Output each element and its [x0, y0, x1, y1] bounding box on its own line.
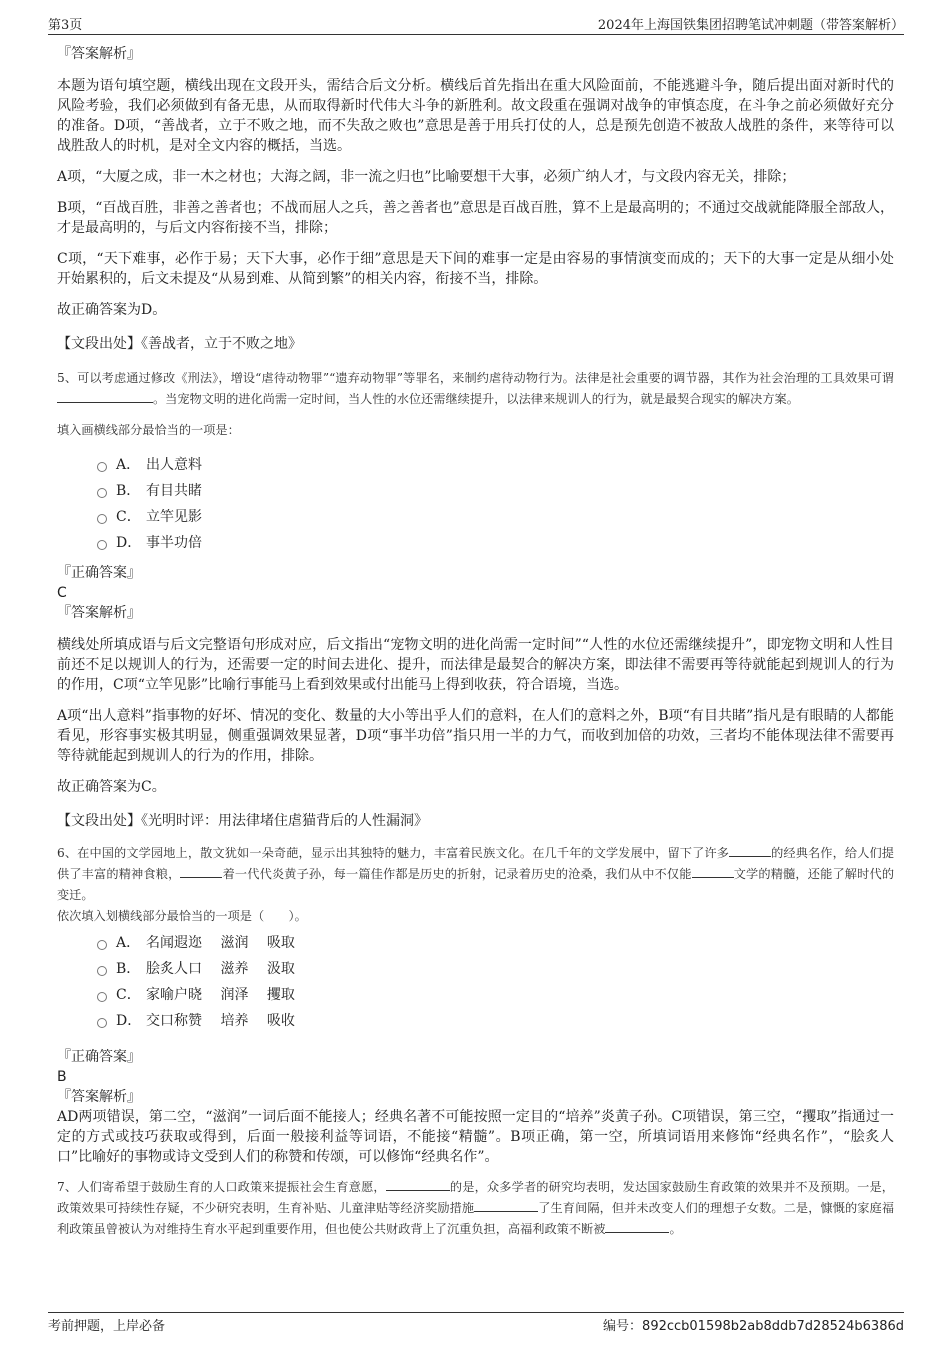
q6-options	[97, 929, 894, 1033]
q6-prompt: 依次填入划横线部分最恰当的一项是（ ）。	[57, 909, 307, 923]
answer-blank	[474, 1199, 538, 1212]
q5-correct-answer: C	[57, 585, 67, 601]
page-header	[48, 12, 904, 35]
radio-icon[interactable]	[97, 940, 107, 950]
q5-analysis-para-2: A项“出人意料”指事物的好坏、情况的变化、数量的大小等出乎人们的意料，在人们的意料之外，B项“有目共睹”指凡是有眼睛的人都能看见，形容事实极其明显，侧重强调效果显著，D项“事半功倍”指只用一半的力气，而收到加倍的功效，三者均不能体现法律不需要再等待就能起到规训人的行为的作用，排除。	[57, 708, 894, 764]
q6-analysis-label: 『答案解析』	[57, 1089, 141, 1105]
page-number: 第3页	[48, 18, 83, 33]
option-text: 立竿见影	[146, 509, 202, 525]
radio-icon[interactable]	[97, 1018, 107, 1028]
q6-stem-part-2: 的经典名作，给人们提供了丰富的精神食粮，	[57, 846, 894, 881]
radio-icon[interactable]	[97, 514, 107, 524]
q7-stem	[57, 1177, 894, 1240]
answer-blank	[386, 1178, 450, 1191]
q5-options	[97, 451, 894, 555]
q4-analysis-para-1: 本题为语句填空题，横线出现在文段开头，需结合后文分析。横线后首先指出在重大风险面前，不能逃避斗争，随后提出面对新时代的风险考验，我们必须做到有备无患，从而取得新时代伟大斗争的新胜利。故文段重在强调对战争的审慎态度，在斗争之前必须做好充分的准备。D项，“善战者，立于不败之地，而不失敌之败也”意思是善于用兵打仗的人，总是预先创造不被敌人战胜的条件，来等待可以战胜敌人的时机，是对全文内容的概括，当选。	[57, 78, 894, 154]
q5-analysis-para-1: 横线处所填成语与后文完整语句形成对应，后文指出“宠物文明的进化尚需一定时间”“人性的水位还需继续提升”，即宠物文明和人性目前还不足以规训人的行为，还需要一定的时间去进化、提升，而法律是最契合的解决方案，即法律不需要再等待就能起到规训人的行为的作用，C项“立竿见影”比喻行事能马上看到效果或付出能马上得到收获，符合语境，当选。	[57, 637, 894, 693]
radio-icon[interactable]	[97, 966, 107, 976]
answer-blank	[57, 390, 153, 403]
option-letter: D．	[116, 535, 142, 551]
option-text: 家喻户晓 润泽 攫取	[146, 987, 295, 1003]
footer-slogan: 考前押题，上岸必备	[48, 1319, 166, 1334]
q6-option-d[interactable]	[97, 1007, 894, 1033]
option-text: 交口称赞 培养 吸收	[146, 1013, 295, 1029]
q5-source: 【文段出处】《光明时评：用法律堵住虐猫背后的人性漏洞》	[57, 813, 428, 829]
option-text: 脍炙人口 滋养 汲取	[146, 961, 295, 977]
answer-blank	[729, 844, 771, 857]
option-letter: A．	[116, 457, 141, 473]
q4-analysis-para-3: B项，“百战百胜，非善之善者也；不战而屈人之兵，善之善者也”意思是百战百胜，算不上是最高明的；不通过交战就能降服全部敌人，才是最高明的，与后文内容衔接不当，排除；	[57, 200, 894, 236]
q5-option-c[interactable]	[97, 503, 894, 529]
q5-option-a[interactable]	[97, 451, 894, 477]
option-letter: D．	[116, 1013, 142, 1029]
q4-analysis-para-4: C项，“天下难事，必作于易；天下大事，必作于细”意思是天下间的难事一定是由容易的事情演变而成的；天下的大事一定是从细小处开始累积的，后文未提及“从易到难、从简到繁”的相关内容，衔接不当，排除。	[57, 251, 894, 287]
radio-icon[interactable]	[97, 540, 107, 550]
q5-analysis-label: 『答案解析』	[57, 605, 141, 621]
q6-option-a[interactable]	[97, 929, 894, 955]
page-footer	[48, 1312, 904, 1335]
q5-option-d[interactable]	[97, 529, 894, 555]
option-text: 事半功倍	[146, 535, 202, 551]
q4-source: 【文段出处】《善战者，立于不败之地》	[57, 336, 302, 352]
option-letter: A．	[116, 935, 141, 951]
document-title: 2024年上海国铁集团招聘笔试冲刺题（带答案解析）	[597, 18, 904, 33]
q4-analysis-label: 『答案解析』	[57, 46, 141, 62]
q7-stem-part-2: 的是，众多学者的研究均表明，发达国家鼓励生育政策的效果并不及预期。一是，政策效果可持续性存疑，不少研究表明，生育补贴、儿童津贴等经济奖励措施	[57, 1180, 894, 1215]
q4-conclusion: 故正确答案为D。	[57, 302, 167, 318]
q5-correct-label: 『正确答案』	[57, 565, 141, 581]
option-letter: C．	[116, 509, 141, 525]
radio-icon[interactable]	[97, 462, 107, 472]
option-text: 出人意料	[146, 457, 202, 473]
q7-stem-part-1: 7、人们寄希望于鼓励生育的人口政策来提振社会生育意愿，	[57, 1180, 386, 1194]
option-letter: C．	[116, 987, 141, 1003]
q5-option-b[interactable]	[97, 477, 894, 503]
q6-stem-part-1: 6、在中国的文学园地上，散文犹如一朵奇葩，显示出其独特的魅力，丰富着民族文化。在几千年的文学发展中，留下了许多	[57, 846, 729, 860]
q6-stem-part-4: 文学的精髓，还能了解时代的变迁。	[57, 867, 895, 902]
answer-blank	[180, 865, 222, 878]
q4-analysis-para-2: A项，“大厦之成，非一木之材也；大海之阔，非一流之归也”比喻要想干大事，必须广纳人才，与文段内容无关，排除；	[57, 169, 796, 185]
option-letter: B．	[116, 961, 141, 977]
q5-stem-part-2: 。当宠物文明的进化尚需一定时间，当人性的水位还需继续提升，以法律来规训人的行为，就是最契合现实的解决方案。	[153, 392, 799, 406]
q5-stem	[57, 368, 894, 410]
radio-icon[interactable]	[97, 488, 107, 498]
q7-stem-part-4: 。	[669, 1222, 682, 1236]
option-letter: B．	[116, 483, 141, 499]
footer-code	[603, 1315, 904, 1334]
option-text: 名闻遐迩 滋润 吸取	[146, 935, 295, 951]
footer-code-value: 892ccb01598b2ab8ddb7d28524b6386d	[642, 1319, 904, 1334]
q6-analysis: AD两项错误，第二空，“滋润”一词后面不能接人；经典名著不可能按照一定目的“培养”炎黄子孙。C项错误，第三空，“攫取”指通过一定的方式或技巧获取或得到，后面一般接利益等词语，不能接“精髓”。B项正确，第一空，所填词语用来修饰“经典名作”，“脍炙人口”比喻好的事物或诗文受到人们的称赞和传颂，可以修饰“经典名作”。	[57, 1109, 894, 1165]
answer-blank	[605, 1220, 669, 1233]
q6-option-c[interactable]	[97, 981, 894, 1007]
q6-stem	[57, 843, 894, 906]
q5-prompt: 填入画横线部分最恰当的一项是：	[57, 423, 240, 437]
footer-code-label: 编号：	[603, 1319, 643, 1334]
option-text: 有目共睹	[146, 483, 202, 499]
q7-stem-part-3: 了生育间隔，但并未改变人们的理想子女数。二是，慷慨的家庭福利政策虽曾被认为对维持生育水平起到重要作用，但也使公共财政背上了沉重负担，高福利政策不断被	[57, 1201, 895, 1236]
radio-icon[interactable]	[97, 992, 107, 1002]
q6-stem-part-3: 着一代代炎黄子孙，每一篇佳作都是历史的折射，记录着历史的沧桑，我们从中不仅能	[222, 867, 692, 881]
answer-blank	[692, 865, 734, 878]
q6-correct-answer: B	[57, 1069, 67, 1085]
q5-conclusion: 故正确答案为C。	[57, 779, 166, 795]
q5-stem-part-1: 5、可以考虑通过修改《刑法》，增设“虐待动物罪”“遗弃动物罪”等罪名，来制约虐待动物行为。法律是社会重要的调节器，其作为社会治理的工具效果可谓	[57, 371, 894, 385]
q6-option-b[interactable]	[97, 955, 894, 981]
page-content	[57, 44, 894, 1240]
q6-correct-label: 『正确答案』	[57, 1049, 141, 1065]
